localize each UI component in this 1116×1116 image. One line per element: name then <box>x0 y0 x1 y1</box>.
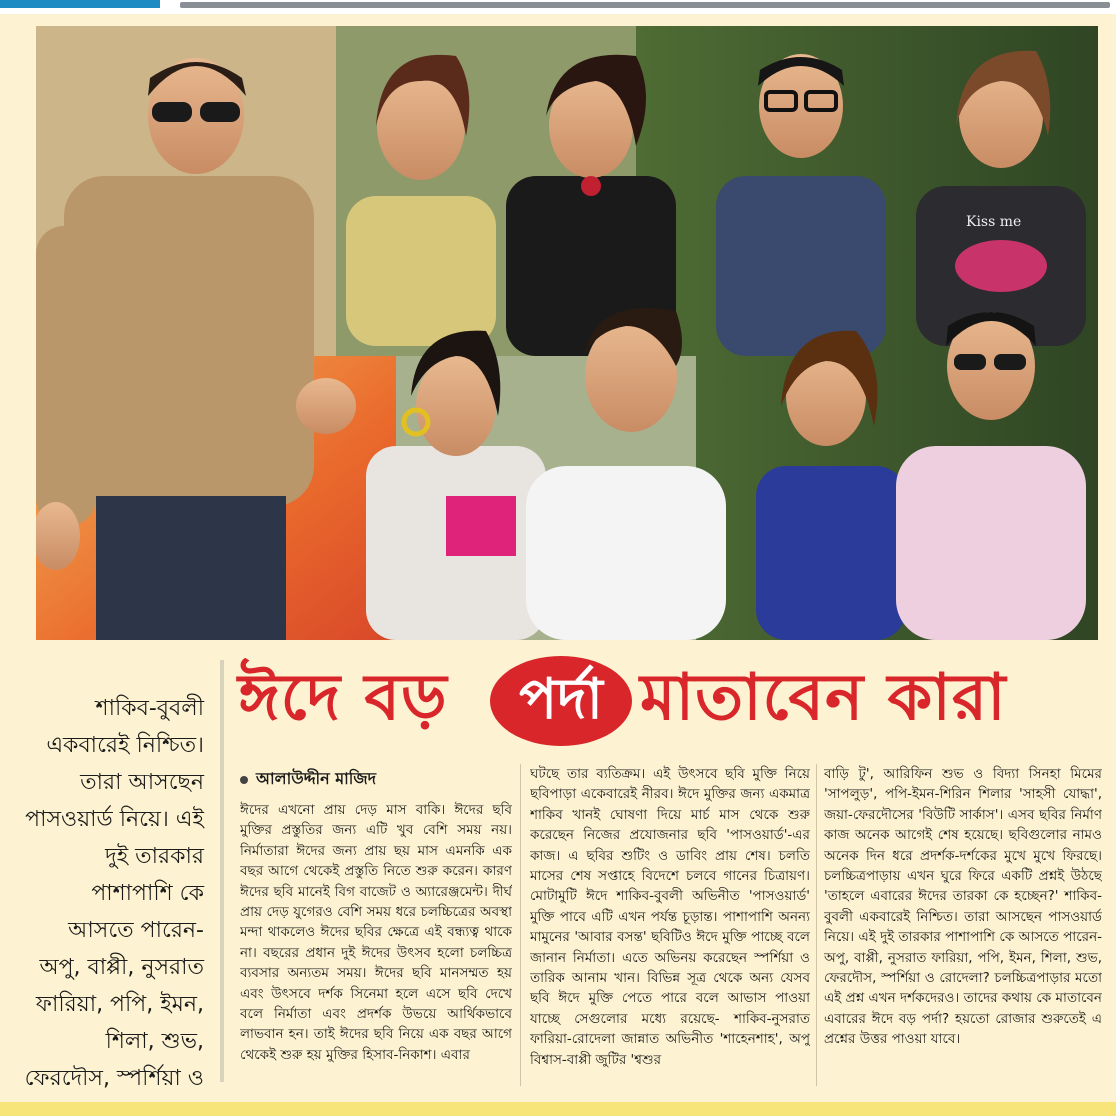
top-strip <box>0 0 1116 14</box>
byline <box>240 768 520 790</box>
headline-part-1: ঈদে বড় <box>238 661 448 735</box>
pull-quote: শাকিব-বুবলী একবারেই নিশ্চিত। তারা আসছেন পাসওয়ার্ড নিয়ে। এই দুই তারকার পাশাপাশি কে আসতে পারেন- অপু, বাপ্পী, নুসরাত ফারিয়া, পপি, ইমন, শিলা, শুভ, ফেরদৌস, স্পর্শিয়া ও <box>24 696 204 1091</box>
article-column-1: ঈদের এখনো প্রায় দেড় মাস বাকি। ঈদের ছবি মুক্তির প্রস্তুতির জন্য এটি খুব বেশি সময় নয়। নির্মাতারা ঈদের জন্য প্রায় ছয় মাস এমনকি এক বছর আগে থেকেই প্রস্তুতি নিতে শুরু করেন। কারণ ঈদের ছবি মানেই বিগ বাজেট ও অ্যারেঞ্জমেন্ট। দীর্ঘ প্রায় দেড় যুগেরও বেশি সময় ধরে চলচ্চিত্রের অবস্থা মন্দা থাকলেও ঈদের ছবির ক্ষেত্রে এই বন্ধ্যত্ব থাকে না। বছরের প্রধান দুই ঈদের উৎসব হলো চলচ্চিত্র ব্যবসার অন্যতম সময়। ঈদের ছবি মানসম্মত হয় এবং উৎসবে দর্শক সিনেমা হলে এসে ছবি দেখে বলে নির্মাতা এবং প্রদর্শক উভয়ে আর্থিকভাবে লাভবান হন। তাই ঈদের ছবি নিয়ে এক বছর আগে থেকেই শুরু হয় মুক্তির হিসাব-নিকাশ। এবার <box>240 802 512 1063</box>
article-column-2: ঘটছে তার ব্যতিক্রম। এই উৎসবে ছবি মুক্তি নিয়ে ছবিপাড়া একেবারেই নীরব। ঈদে মুক্তির জন্য একমাত্র শাকিব খানই ঘোষণা দিয়ে মার্চ মাস থেকে শুরু করেছেন নিজের প্রযোজনার ছবি 'পাসওয়ার্ড'-এর কাজ। এ ছবির শুটিং ও ডাবিং প্রায় শেষ। চলতি মাসের শেষ সপ্তাহে বিদেশে চলবে গানের চিত্রায়ণ। মোটামুটি ঈদে শাকিব-বুবলী অভিনীত 'পাসওয়ার্ড' মুক্তি পাবে এটি এখন পর্যন্ত চূড়ান্ত। পাশাপাশি অনন্য মামুনের 'আবার বসন্ত' ছবিটিও ঈদে মুক্তি পাচ্ছে বলে জানান নির্মাতা। এতে অভিনয় করেছেন স্পর্শিয়া ও তারিক আনাম খান। বিভিন্ন সূত্র থেকে অন্য যেসব ছবি ঈদে মুক্তি পেতে পারে বলে আভাস পাওয়া যাচ্ছে সেগুলোর মধ্যে রয়েছে- শাকিব-নুসরাত ফারিয়া-রোদেলা জান্নাত অভিনীত 'শাহেনশাহ', অপু বিশ্বাস-বাপ্পী জুটির 'শ্বশুর <box>530 766 810 1068</box>
author-name: আলাউদ্দীন মাজিদ <box>256 769 377 788</box>
headline <box>220 656 1100 746</box>
headline-highlight-badge <box>490 656 632 746</box>
bottom-bar <box>0 1102 1116 1116</box>
collage-illustration <box>36 26 1098 640</box>
photo-collage <box>36 26 1098 640</box>
header-rule <box>180 2 1110 8</box>
section-tab <box>0 0 160 8</box>
column-divider <box>520 764 521 1086</box>
column-divider <box>816 764 817 1086</box>
headline-highlight-text: পর্দা <box>519 667 603 732</box>
article-column-3: বাড়ি টু', আরিফিন শুভ ও বিদ্যা সিনহা মিমের 'সাপলুড়', পপি-ইমন-শিরিন শিলার 'সাহসী যোদ্ধা', জয়া-ফেরদৌসের 'বিউটি সার্কাস'। এসব ছবির নির্মাণ কাজ অনেক আগেই শেষ হয়েছে। ছবিগুলোর নামও অনেক দিন ধরে প্রদর্শক-দর্শকের মুখে মুখে ফিরছে। চলচ্চিত্রপাড়ায় এখন ঘুরে ফিরে একটি প্রশ্নই উঠছে 'তাহলে এবারের ঈদের তারকা কে হচ্ছেন?' শাকিব-বুবলী একবারেই নিশ্চিত। তারা আসছেন পাসওয়ার্ড নিয়ে। এই দুই তারকার পাশাপাশি কে আসতে পারেন- অপু, বাপ্পী, নুসরাত ফারিয়া, পপি, ইমন, শিলা, শুভ, ফেরদৌস, স্পর্শিয়া ও রোদেলা? চলচ্চিত্রপাড়ার মতো এই প্রশ্ন এখন দর্শকদেরও। তাদের কথায় কে মাতাবেন এবারের ঈদে বড় পর্দা? হয়তো রোজার শুরুতেই এ প্রশ্নের উত্তর পাওয়া যাবে। <box>824 766 1102 1048</box>
headline-part-2: মাতাবেন কারা <box>640 661 1007 735</box>
bullet-icon <box>240 776 248 784</box>
shirt-print-text: Kiss me <box>966 214 1022 230</box>
